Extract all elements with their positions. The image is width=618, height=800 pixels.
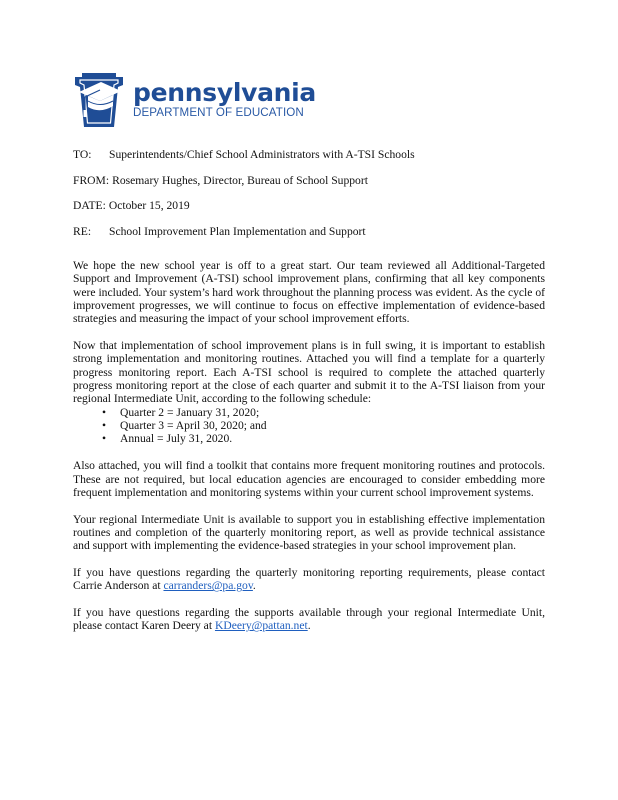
- paragraph-toolkit: Also attached, you will find a toolkit that contains more frequent monitoring routines and protocols. These are not required, but local education agencies are encouraged to consider embedding more frequent implementation and monitoring systems within your current school improvement systems.: [73, 459, 545, 499]
- memo-re-value: School Improvement Plan Implementation and Support: [109, 224, 366, 238]
- contact-reporting-text: If you have questions regarding the quarterly monitoring reporting requirements, please contact Carrie Anderson at: [73, 565, 545, 593]
- bullet-icon: •: [102, 419, 107, 433]
- memo-to-row: [73, 148, 553, 174]
- email-link-carranders[interactable]: carranders@pa.gov: [163, 579, 253, 593]
- contact-reporting-suffix: .: [252, 579, 256, 593]
- memo-from-row: [73, 174, 553, 200]
- memo-re-label: RE:: [73, 224, 92, 238]
- email-link-kdeery[interactable]: KDeery@pattan.net: [214, 619, 308, 633]
- paragraph-contact-iu: [73, 606, 545, 633]
- logo-state-name: pennsylvania: [133, 78, 316, 107]
- schedule-item: [73, 419, 545, 432]
- contact-iu-suffix: .: [307, 619, 311, 633]
- paragraph-implementation: Now that implementation of school improvement plans is in full swing, it is important to establish strong implementation and monitoring routines. Attached you will find a template for a quarterly progress monitoring report. Each A-TSI school is required to complete the attached quarterly progress monitoring report at the close of each quarter and submit it to the A-TSI liaison from your regional Intermediate Unit, according to the following schedule:: [73, 339, 545, 406]
- memo-date-row: [73, 199, 553, 225]
- keystone-graduation-cap-icon: [73, 73, 125, 127]
- schedule-item-text: Quarter 2 = January 31, 2020;: [120, 405, 260, 419]
- memo-header: [73, 148, 553, 250]
- schedule-item-text: Annual = July 31, 2020.: [120, 432, 233, 446]
- memo-from-value: Rosemary Hughes, Director, Bureau of School Support: [112, 173, 368, 187]
- bullet-icon: •: [102, 432, 107, 446]
- logo-department: DEPARTMENT OF EDUCATION: [133, 106, 304, 119]
- memo-date-label: DATE:: [73, 199, 106, 213]
- bullet-icon: •: [102, 405, 107, 419]
- schedule-list: [73, 406, 545, 446]
- paragraph-contact-reporting: [73, 566, 545, 593]
- memo-date-value: October 15, 2019: [108, 199, 190, 213]
- contact-iu-text: If you have questions regarding the supports available through your regional Intermediate Unit, please contact Karen Deery at: [73, 605, 545, 633]
- paragraph-support: Your regional Intermediate Unit is available to support you in establishing effective implementation routines and completion of the quarterly monitoring report, as well as provide technical assistance and support with implementing the evidence-based strategies in your school improvement plan.: [73, 512, 545, 553]
- pde-logo: [73, 73, 316, 127]
- memo-from-label: FROM:: [73, 173, 110, 187]
- memo-to-value: Superintendents/Chief School Administrators with A-TSI Schools: [109, 148, 415, 161]
- logo-wordmark: [133, 78, 316, 119]
- schedule-item: [73, 406, 545, 419]
- paragraph-intro: We hope the new school year is off to a great start. Our team reviewed all Additional-Targeted Support and Improvement (A-TSI) school improvement plans, confirming that all key components were included. Your system’s hard work throughout the planning process was evident. As the cycle of improvement progresses, we will continue to focus on effective implementation of evidence-based strategies and measuring the impact of your school improvement efforts.: [73, 259, 545, 326]
- memo-body: [73, 259, 545, 646]
- schedule-item: [73, 432, 545, 445]
- schedule-item-text: Quarter 3 = April 30, 2020; and: [120, 419, 267, 433]
- memo-re-row: [73, 225, 553, 251]
- memo-to-label: TO:: [73, 148, 92, 161]
